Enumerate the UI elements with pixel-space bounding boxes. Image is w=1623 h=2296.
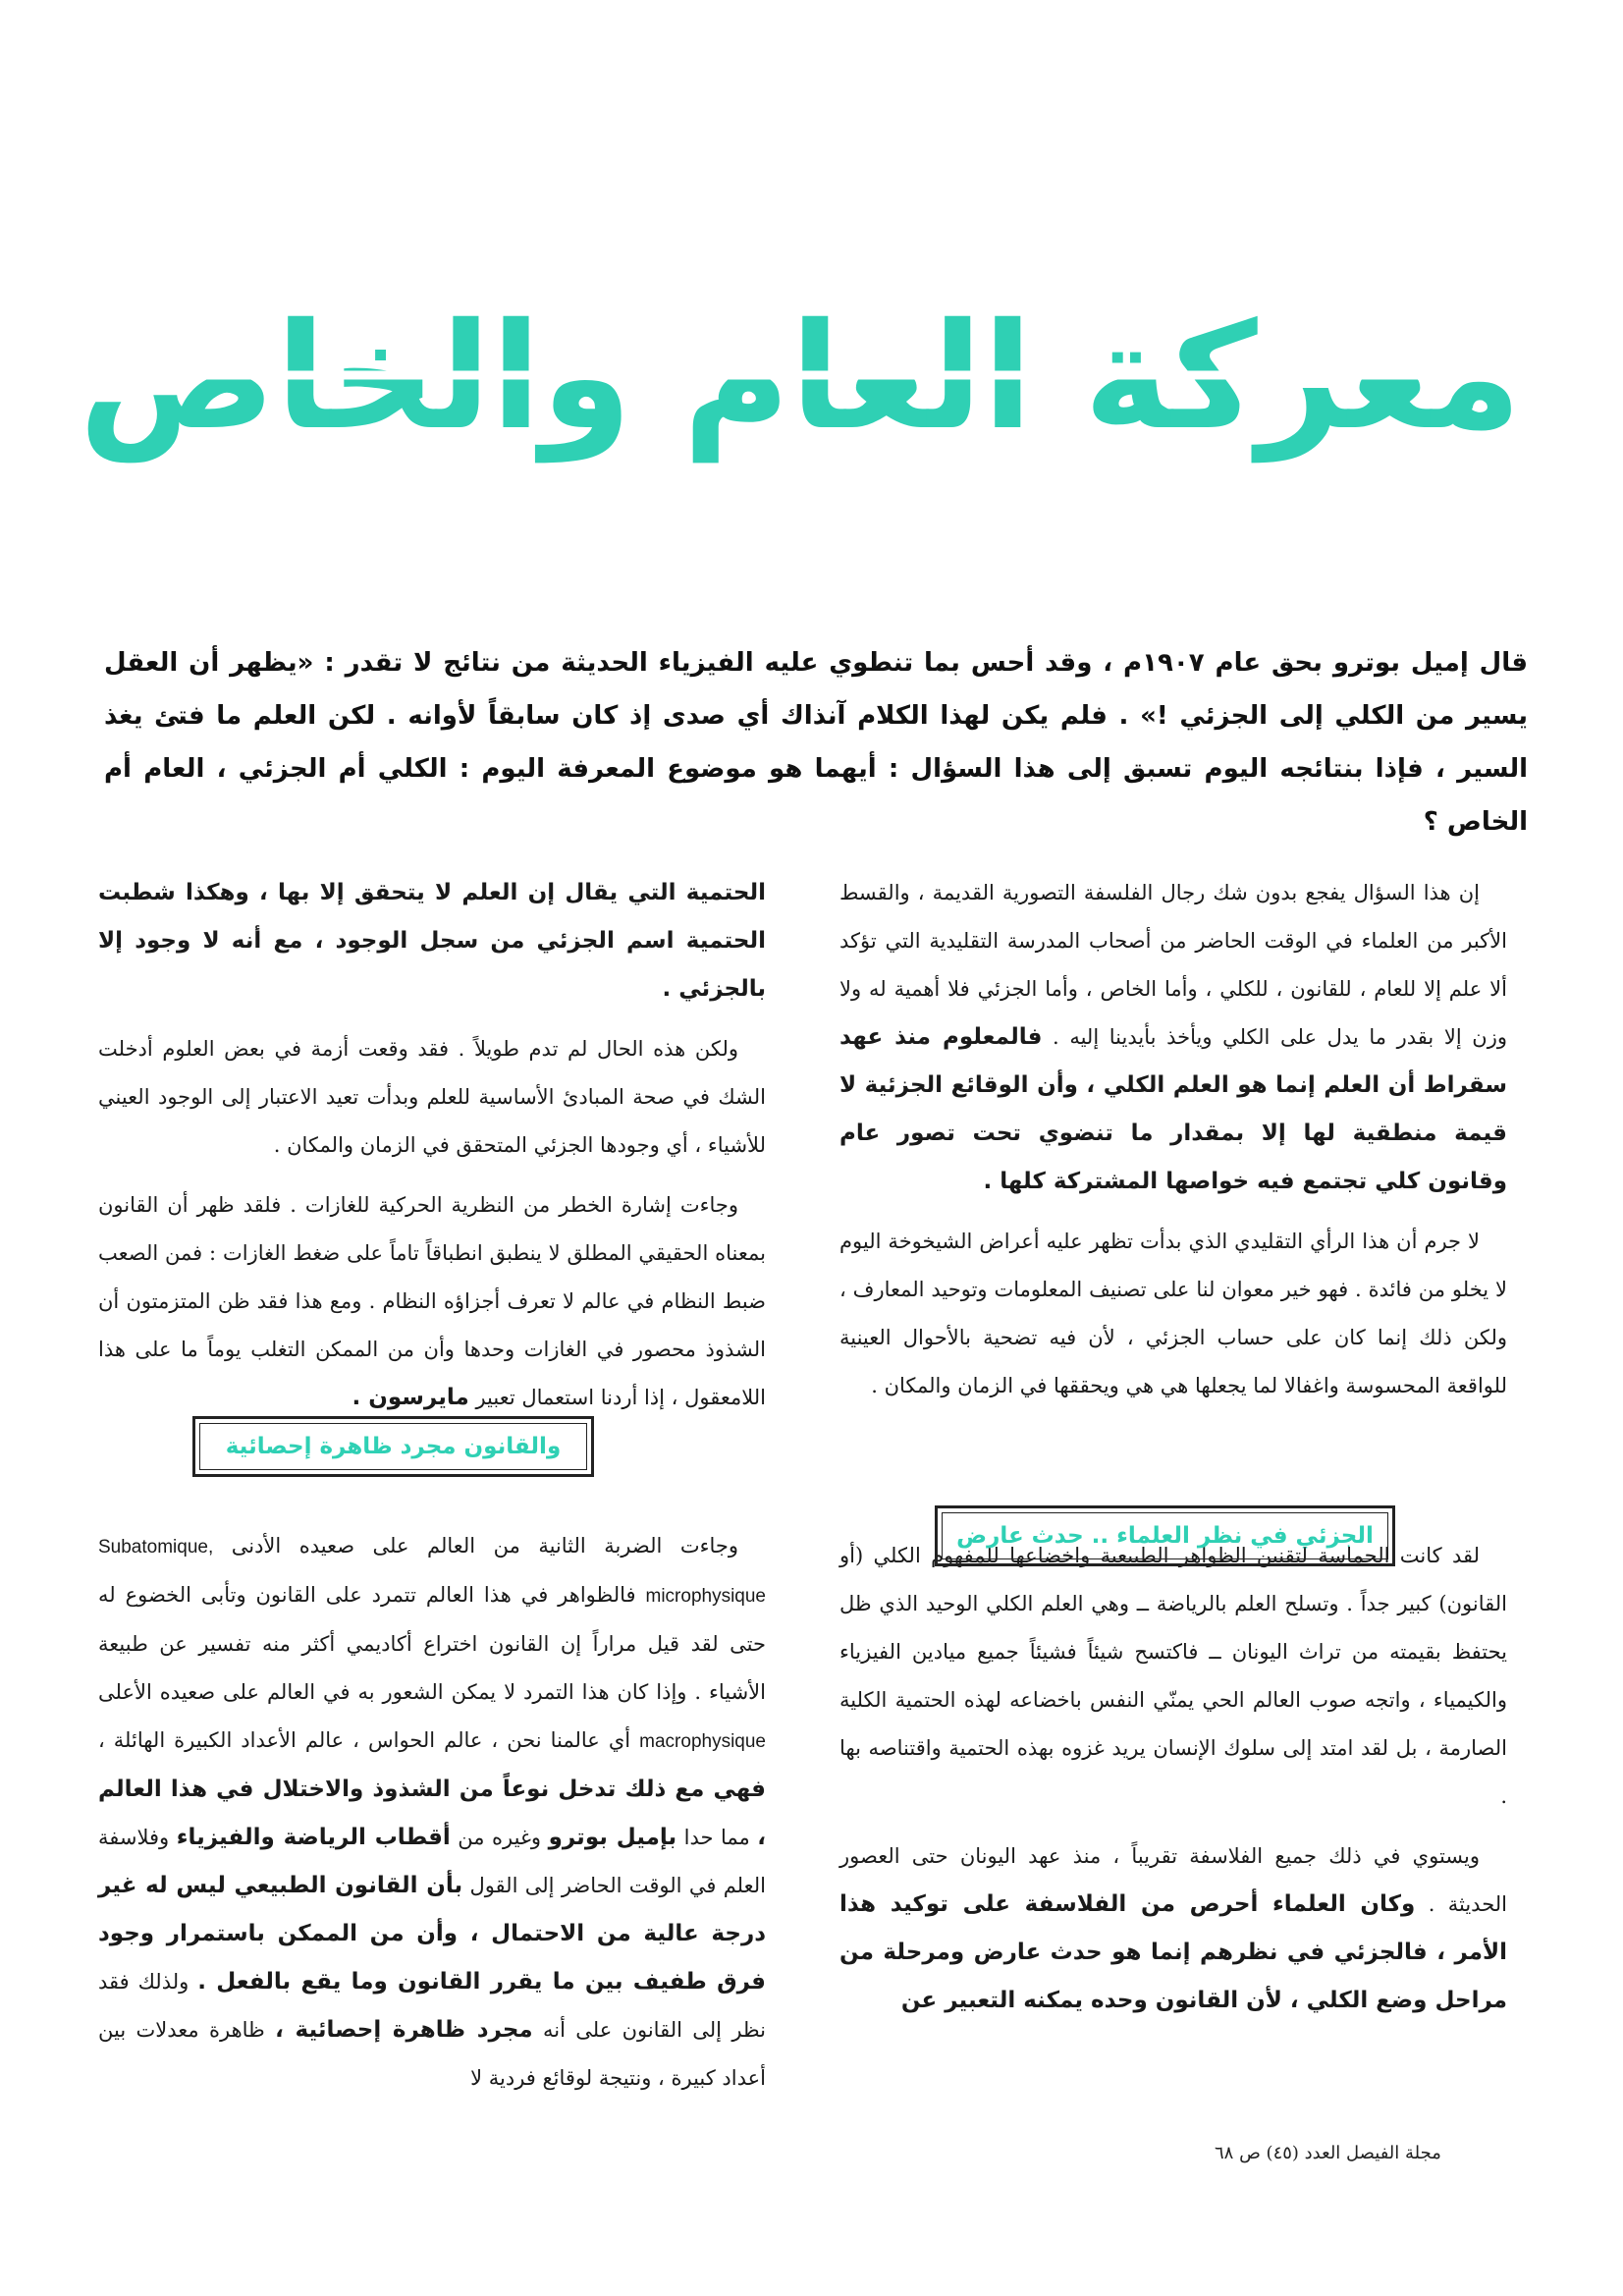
- paragraph: لقد كانت الحماسة لتقنين الظواهر الطبيعية واخضاعها للمفهوم الكلي (أو القانون) كبير جداً . وتسلح العلم بالرياضة ــ وهي العلم الكلي الوحيد الذي ظل يحتفظ بقيمته من تراث اليونان ــ فاكتسح شيئاً فشيئاً جميع ميادين الفيزياء والكيمياء ، واتجه صوب العالم الحي يمنّي النفس باخضاعه لهذه الحتمية الكلية الصارمة ، بل لقد امتد إلى سلوك الإنسان يريد غزوه بهذه الحتمية واقتناصه بها .: [839, 1544, 1507, 1808]
- page-footer: مجلة الفيصل العدد (٤٥) ص ٦٨: [1215, 2143, 1441, 2163]
- title-artwork: [69, 147, 1532, 540]
- bold-text: مجرد ظاهرة إحصائية ،: [275, 2017, 533, 2043]
- latin-term: macrophysique: [639, 1731, 766, 1752]
- paragraph-text: وغيره من: [458, 1826, 542, 1849]
- bold-text: مايرسون .: [352, 1385, 469, 1410]
- bold-text: أقطاب الرياضة والفيزياء: [176, 1825, 451, 1850]
- bold-text: فهي مع ذلك تدخل نوعاً من الشذوذ والاختلال في هذا العالم ،: [98, 1777, 766, 1850]
- paragraph-text: وفلاسفة العلم في الوقت الحاضر إلى القول: [98, 1826, 766, 1897]
- paragraph: [839, 869, 1507, 1206]
- paragraph-text: ويستوي في ذلك جميع الفلاسفة تقريباً ، منذ عهد اليونان حتى العصور الحديثة .: [839, 1844, 1507, 1916]
- paragraph-text: ولذلك فقد نظر إلى القانون على أنه: [98, 1970, 766, 2042]
- intro-paragraph: قال إميل بوترو بحق عام ١٩٠٧م ، وقد أحس بما تنطوي عليه الفيزياء الحديثة من نتائج لا تقدر : «يظهر أن العقل يسير من الكلي إلى الجزئي !» . فلم يكن لهذا الكلام آنذاك أي صدى إذ كان سابقاً لأوانه . لكن العلم ما فتئ يغذ السير ، فإذا بنتائجه اليوم تسبق إلى هذا السؤال : أيهما هو موضوع المعرفة اليوم : الكلي أم الجزئي ، العام أم الخاص ؟: [104, 648, 1528, 837]
- bold-text: بإميل بوترو: [548, 1825, 677, 1850]
- bold-text: وكان العلماء أحرص من الفلاسفة على توكيد هذا الأمر ، فالجزئي في نظرهم إنما هو حدث عارض ومرحلة من مراحل وضع الكلي ، لأن القانون وحده يمكنه التعبير عن: [839, 1891, 1507, 2013]
- left-column: [98, 869, 766, 2114]
- section-heading: الجزئي في نظر العلماء .. حدث عارض: [942, 1512, 1388, 1559]
- section-heading-box: [935, 1505, 1395, 1566]
- paragraph-text: ظاهرة معدلات بين أعداد كبيرة ، ونتيجة لوقائع فردية لا: [98, 2018, 766, 2090]
- bold-text: بأن القانون الطبيعي ليس له غير درجة عالية من الاحتمال ، وأن من الممكن باستمرار وجود فرق طفيف بين ما يقرر القانون وما يقع بالفعل .: [98, 1873, 766, 1995]
- latin-term: Subatomique,: [98, 1537, 214, 1558]
- paragraph-text: مما حدا: [683, 1826, 750, 1849]
- bold-text: فالمعلوم منذ عهد سقراط أن العلم إنما هو العلم الكلي ، وأن الوقائع الجزئية لا قيمة منطقية لها إلا بمقدار ما تنضوي تحت تصور عام وقانون كلي تجتمع فيه خواصها المشتركة كلها .: [839, 1024, 1507, 1194]
- paragraph: الحتمية التي يقال إن العلم لا يتحقق إلا بها ، وهكذا شطبت الحتمية اسم الجزئي من سجل الوجود ، مع أنه لا وجود إلا بالجزئي .: [98, 880, 766, 1002]
- section-heading-box: [192, 1416, 594, 1477]
- paragraph-text: وجاءت إشارة الخطر من النظرية الحركية للغازات . فلقد ظهر أن القانون بمعناه الحقيقي المطلق لا ينطبق انطباقاً تاماً على ضغط الغازات : فمن الصعب ضبط النظام في عالم لا تعرف أجزاؤه النظام . ومع هذا فقد ظن المتزمتون أن الشذوذ محصور في الغازات وحدها وأن من الممكن التغلب يوماً ما على هذا اللامعقول ، إذا أردنا استعمال تعبير: [98, 1193, 766, 1409]
- page-title: معركة العام والخاص: [79, 293, 1522, 463]
- paragraph-text: وجاءت الضربة الثانية من العالم على صعيده الأدنى: [231, 1534, 738, 1558]
- paragraph-text: أي عالمنا نحن ، عالم الحواس ، عالم الأعداد الكبيرة الهائلة ،: [98, 1728, 631, 1752]
- paragraph: ولكن هذه الحال لم تدم طويلاً . فقد وقعت أزمة في بعض العلوم أدخلت الشك في صحة المبادئ الأساسية للعلم وبدأت تعيد الاعتبار إلى الوجود العيني للأشياء ، أي وجودها الجزئي المتحقق في الزمان والمكان .: [98, 1037, 766, 1157]
- section-heading: والقانون مجرد ظاهرة إحصائية: [199, 1423, 587, 1470]
- paragraph: [98, 1522, 766, 2103]
- paragraph: [839, 1832, 1507, 2025]
- paragraph: [98, 1181, 766, 1422]
- latin-term: microphysique: [645, 1586, 766, 1607]
- paragraph: لا جرم أن هذا الرأي التقليدي الذي بدأت تظهر عليه أعراض الشيخوخة اليوم لا يخلو من فائدة . فهو خير معوان لنا على تصنيف المعلومات وتوحيد المعارف ، ولكن ذلك إنما كان على حساب الجزئي ، لأن فيه تضحية بالأحوال العينية للواقعة المحسوسة واغفالا لما يجعلها هي هي ويحققها في الزمان والمكان .: [839, 1230, 1507, 1397]
- right-column: [839, 869, 1507, 2037]
- paragraph-text: فالظواهر في هذا العالم تتمرد على القانون وتأبى الخضوع له حتى لقد قيل مراراً إن القانون اختراع أكاديمي أكثر منه تفسير عن طبيعة الأشياء . وإذا كان هذا التمرد لا يمكن الشعور به في العالم على صعيده الأعلى: [98, 1583, 766, 1704]
- paragraph-text: إن هذا السؤال يفجع بدون شك رجال الفلسفة التصورية القديمة ، والقسط الأكبر من العلماء في الوقت الحاضر من أصحاب المدرسة التقليدية التي تؤكد ألا علم إلا للعام ، للقانون ، للكلي ، وأما الخاص ، وأما الجزئي فلا أهمية له ولا وزن إلا بقدر ما يدل على الكلي ويأخذ بأيدينا إليه .: [839, 881, 1507, 1049]
